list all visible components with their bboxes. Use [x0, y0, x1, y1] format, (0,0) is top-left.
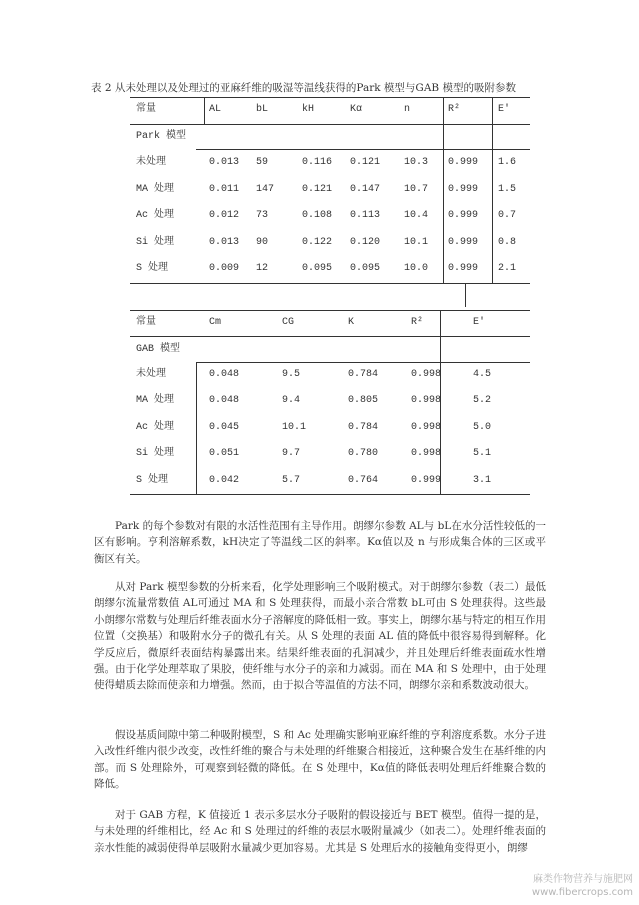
paragraph-henry-coefficient: 假设基质间隙中第二种吸附模型，S 和 Ac 处理确实影响亚麻纤维的亨利溶度系数。水分子进入改性纤维内很少改变，改性纤维的聚合与未处理的纤维聚合相接近，这种聚合发生在基纤维的内部。而 S 处理除外，可观察到轻微的降低。在 S 处理中，Kα值的降低表明处理后纤维聚合数的降低。 — [94, 729, 546, 791]
park-cell: 0.147 — [350, 183, 381, 195]
park-cell: 10.7 — [404, 183, 429, 195]
park-header-kalpha: Kα — [350, 104, 363, 115]
park-cell: 0.122 — [302, 236, 333, 248]
park-cell: 0.108 — [302, 210, 333, 222]
park-section-label: Park 模型 — [136, 131, 187, 142]
gab-cell: 0.998 — [411, 395, 442, 407]
gab-row-label: Si 处理 — [136, 448, 175, 460]
park-header-n: n — [404, 104, 411, 115]
park-cell: 0.8 — [498, 236, 517, 248]
gab-row-label: Ac 处理 — [136, 421, 175, 433]
gab-model-table — [130, 310, 530, 495]
gab-cell: 9.5 — [282, 369, 301, 380]
gab-cell: 0.998 — [411, 421, 442, 433]
park-cell: 0.013 — [209, 236, 240, 248]
gab-row-label: MA 处理 — [136, 395, 175, 407]
park-table-row — [130, 256, 530, 283]
gab-header-e: E' — [473, 317, 486, 328]
gab-cell: 5.1 — [473, 448, 492, 460]
park-cell: 0.121 — [350, 157, 381, 168]
gab-cell: 10.1 — [282, 421, 307, 433]
watermark — [532, 873, 633, 899]
gab-table-row — [130, 441, 530, 467]
park-cell: 59 — [256, 157, 269, 168]
watermark-title: 麻类作物营养与施肥网 — [533, 874, 633, 885]
park-cell: 0.999 — [448, 236, 479, 248]
gab-header-constant: 常量 — [136, 317, 156, 328]
gab-cell: 0.999 — [411, 474, 442, 486]
park-cell: 0.011 — [209, 183, 240, 195]
park-table-row — [130, 230, 530, 257]
park-cell: 10.0 — [404, 263, 429, 275]
park-cell: 0.120 — [350, 236, 381, 248]
park-section-row — [130, 125, 530, 149]
watermark-url: www.fibercrops.com — [531, 887, 633, 898]
park-cell: 0.121 — [302, 183, 333, 195]
gab-cell: 9.7 — [282, 448, 301, 460]
gab-header-r2: R² — [411, 317, 424, 328]
gab-section-label: GAB 模型 — [136, 344, 181, 355]
park-header-r2: R² — [448, 104, 461, 115]
park-cell: 1.5 — [498, 183, 517, 195]
gab-cell: 0.051 — [209, 448, 240, 460]
park-model-table — [130, 97, 530, 284]
park-row-label: Ac 处理 — [136, 210, 175, 222]
park-cell: 0.7 — [498, 210, 517, 222]
gab-cell: 0.764 — [348, 474, 379, 486]
park-cell: 0.999 — [448, 183, 479, 195]
gab-cell: 0.048 — [209, 369, 240, 380]
gab-cell: 0.042 — [209, 474, 240, 486]
park-cell: 73 — [256, 210, 269, 222]
gab-table-row — [130, 388, 530, 414]
park-cell: 0.999 — [448, 157, 479, 168]
park-row-label: S 处理 — [136, 263, 169, 275]
park-row-label: Si 处理 — [136, 236, 175, 248]
park-header-constant: 常量 — [136, 104, 156, 115]
park-cell: 0.999 — [448, 210, 479, 222]
gab-cell: 0.045 — [209, 421, 240, 433]
gab-table-row — [130, 415, 530, 441]
gab-row-label: S 处理 — [136, 474, 169, 486]
gab-cell: 0.998 — [411, 448, 442, 460]
gab-cell: 0.784 — [348, 421, 379, 433]
park-header-al: AL — [209, 104, 222, 115]
gab-cell: 0.805 — [348, 395, 379, 407]
park-cell: 0.116 — [302, 157, 333, 168]
gab-table-row — [130, 362, 530, 388]
gab-cell: 4.5 — [473, 369, 492, 380]
gab-cell: 9.4 — [282, 395, 301, 407]
park-cell: 12 — [256, 263, 269, 275]
park-cell: 1.6 — [498, 157, 517, 168]
park-cell: 0.013 — [209, 157, 240, 168]
table-caption: 表 2 从未处理以及处理过的亚麻纤维的吸湿等温线获得的Park 模型与GAB 模型的吸附参数 — [91, 82, 516, 94]
park-cell: 10.4 — [404, 210, 429, 222]
park-cell: 10.3 — [404, 157, 429, 168]
park-table-row — [130, 203, 530, 230]
park-table-row — [130, 177, 530, 204]
park-cell: 0.095 — [350, 263, 381, 275]
paragraph-park-overview: Park 的每个参数对有限的水活性范围有主导作用。朗缪尔参数 AL与 bL在水分活性较低的一区有影响。亨利溶解系数，kH决定了等温线二区的斜率。Kα值以及 n 与形成集合体的三区或平衡区有关。 — [94, 520, 546, 565]
paragraph-park-analysis: 从对 Park 模型参数的分析来看，化学处理影响三个吸附模式。对于朗缪尔参数（表二）最低朗缪尔流量常数值 AL可通过 MA 和 S 处理获得，而最小亲合常数 bL可由 S 处理获得。这些最小朗缪尔常数与处理后纤维表面水分子溶解度的降低相一致。事实上，朗缪尔基与特定的相互作用位置（交换基）和吸附水分子的微孔有关。从 S 处理的表面 AL 值的降低中很容易得到解释。化学反应后，微原纤表面结构暴露出来。结果纤维表面的孔洞减少，并且处理后纤维表面疏水性增强。由于化学处理萃取了果胶，使纤维与水分子的亲和力减弱。而在 MA 和 S 处理中，由于处理使得蜡质去除而使亲和力增强。然而，由于拟合等温值的方法不同，朗缪尔亲和系数波动很大。 — [94, 581, 546, 692]
park-header-kh: kH — [302, 104, 315, 115]
gab-cell: 5.0 — [473, 421, 492, 433]
park-cell: 90 — [256, 236, 269, 248]
gab-cell: 5.2 — [473, 395, 492, 407]
park-header-row — [130, 97, 530, 123]
paragraph-gab-equation: 对于 GAB 方程，K 值接近 1 表示多层水分子吸附的假设接近与 BET 模型。值得一提的是，与未处理的纤维相比，经 Ac 和 S 处理过的纤维的表层水吸附量减少（如表二）。处理纤维表面的亲水性能的减弱使得单层吸附水量减少更加容易。尤其是 S 处理后水的接触角变得更小，朗缪 — [94, 809, 546, 854]
park-cell: 0.009 — [209, 263, 240, 275]
gab-header-cg: CG — [282, 317, 295, 328]
park-cell: 0.113 — [350, 210, 381, 222]
park-cell: 0.012 — [209, 210, 240, 222]
park-cell: 0.999 — [448, 263, 479, 275]
park-cell: 147 — [256, 183, 275, 195]
park-cell: 0.095 — [302, 263, 333, 275]
gab-table-row — [130, 468, 530, 494]
park-header-bl: bL — [256, 104, 269, 115]
gab-cell: 3.1 — [473, 474, 492, 486]
gab-header-cm: Cm — [209, 317, 222, 328]
gab-cell: 0.048 — [209, 395, 240, 407]
park-table-row — [130, 150, 530, 177]
gab-section-row — [130, 337, 530, 362]
park-header-e: E' — [498, 104, 511, 115]
gab-cell: 5.7 — [282, 474, 301, 486]
park-cell: 2.1 — [498, 263, 517, 275]
park-row-label: 未处理 — [136, 157, 166, 168]
gab-header-k: K — [348, 317, 355, 328]
gab-header-row — [130, 310, 530, 336]
gab-cell: 0.784 — [348, 369, 379, 380]
gab-row-label: 未处理 — [136, 369, 166, 380]
gab-cell: 0.780 — [348, 448, 379, 460]
gab-cell: 0.998 — [411, 369, 442, 380]
park-row-label: MA 处理 — [136, 183, 175, 195]
park-cell: 10.1 — [404, 236, 429, 248]
